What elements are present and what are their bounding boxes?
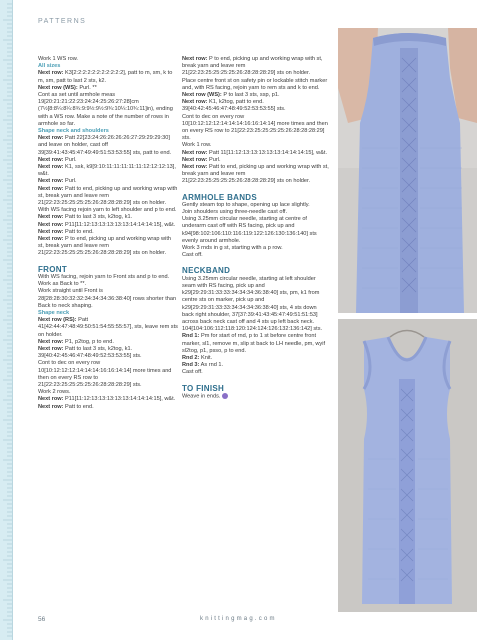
- instruction: Next row (RS): Patt 41[42:44:47:48:49:50:51:54:55:55:57], sts, leave rem sts on holder.: [38, 317, 178, 338]
- section-heading-neckband: NECKBAND: [182, 266, 231, 276]
- instruction: Next row: Purl.: [38, 156, 77, 163]
- text: Work 1 WS row.: [38, 56, 78, 62]
- text: Using 3.25mm circular needle, starting at left shoulder seam with RS facing, pick up and k29[29:29:31:33:33:34:34:34:36:38:40] sts, pm, k1 from centre sts on marker, pick up and k29[29:29:31:33:33:34:34:34:36:38:40] sts, 4 sts down back right shoulder, 37[37:39:41:43:45:47:49:51:51:53] across back neck cast off and 4 sts up left back neck. 104[104:106:112:118:120:124:124:126:132:136:142] sts.: [182, 275, 323, 333]
- yarn-ball-icon: [222, 393, 228, 399]
- text: Cont to dec on every row 10[10:12:12:12:14:14:14:16:16:14:14] more times and then on every RS row to 21[22:23:25:25:25:25:26:28:28:28:29] sts.: [38, 360, 172, 388]
- front-view-photo: [338, 319, 477, 612]
- instruction: Next row: Purl.: [182, 156, 221, 163]
- garment-photos: [338, 28, 477, 612]
- section-heading-to-finish: TO FINISH: [182, 383, 225, 393]
- site-url: knittingmag.com: [200, 616, 277, 622]
- text: Place centre front st on safety pin or lockable stitch marker and, with RS facing, rejoin yarn to rem sts and k to end.: [182, 77, 328, 91]
- text: With WS facing rejoin yarn to left shoulder and p to end.: [38, 207, 177, 214]
- instruction: Rnd 2: Knit.: [182, 354, 213, 361]
- instruction: Next row: Patt 22[23:24:26:26:26:26:27:29:29:29:30] and leave on holder, cast off 39[39:41:43:45:47:49:49:51:53:53:55] sts, patt to end.: [38, 135, 172, 156]
- section-heading-armhole-bands: ARMHOLE BANDS: [182, 192, 258, 202]
- subheading: Shape neck and shoulders: [38, 128, 109, 135]
- instruction: Next row: Patt to end, picking up and working wrap with st, break yarn and leave rem 21[22:23:25:25:25:25:26:28:28:28:29] sts on holder.: [182, 164, 329, 185]
- section-tag: PATTERNS: [38, 18, 87, 25]
- instruction: Next row: Patt to last 3 sts, k2tog, k1.: [38, 214, 133, 221]
- back-view-photo: [338, 28, 477, 313]
- subheading: All sizes: [38, 63, 61, 70]
- text: Work straight until Front is 28[28:28:30:32:32:34:34:34:36:38:40] rows shorter than Back to neck shaping.: [38, 288, 177, 309]
- page-edge-ruler: [0, 0, 13, 640]
- text: Cast off.: [182, 252, 203, 259]
- instruction: Rnd 3: As rnd 1.: [182, 362, 224, 369]
- page-number: 56: [38, 616, 46, 623]
- instruction: Next row: P11[11:12:13:13:13:13:13:14:14:14:15], w&t.: [38, 221, 176, 228]
- text: Work 1 row.: [182, 142, 212, 149]
- instruction: Next row: Patt to last 3 sts, k2tog, k1. 39[40:42:45:46:47:48:49:52:53:53:55] sts.: [38, 345, 142, 360]
- text: Cont as set until armhole meas 19[20:21:21:22:23:24:24:25:26:27:28]cm (7½[8:8¼:8¼:8¾:9:9½:9½:9¾:10¼:10¾:11]in), ending with a WS row. Make a note of the number of rows in armhole so far.: [38, 92, 173, 127]
- middle-column: [182, 56, 330, 400]
- text: Work as Back to **.: [38, 281, 87, 288]
- instruction: Next row: Purl.: [38, 178, 77, 185]
- instruction: Next row: P to end, picking up and working wrap with st, break yarn and leave rem 21[22:23:25:25:25:25:26:28:28:28:29] sts on holder.: [38, 236, 171, 257]
- instruction: Next row: K1, k2tog, patt to end. 39[40:42:45:46:47:48:49:52:53:53:55] sts.: [182, 99, 286, 113]
- instruction: Next row: K1, ssk, k9[9:10:11:11:11:11:11:12:12:12:13], w&t.: [38, 164, 176, 178]
- text: Work 2 rows.: [38, 389, 71, 396]
- text: Weave in ends.: [182, 393, 330, 401]
- instruction: Next row: Patt to end, picking up and working wrap with st, break yarn and leave rem 21[22:23:25:25:25:25:26:28:28:28:29] sts on holder.: [38, 185, 178, 207]
- instruction: Rnd 1: Pm for start of rnd, p to 1 st before centre front marker, sl1, remove m, slip st back to LH needle, pm, wyif sl2tog, p1, psso, p to end.: [182, 333, 326, 354]
- instruction: Next row: Patt to end.: [38, 228, 94, 235]
- instruction: Next row: P11[11:12:13:13:13:13:13:14:14:14:15], w&t.: [38, 396, 176, 403]
- instruction: Next row: Patt to end.: [38, 403, 94, 410]
- text: Cont to dec on every row 10[10:12:12:12:14:14:14:16:16:14:14] more times and then on every RS row to 21[22:23:25:25:25:25:26:28:28:28:29] sts.: [182, 113, 328, 142]
- text: With WS facing, rejoin yarn to Front sts and p to end.: [38, 273, 170, 280]
- instruction: Next row: P1, p2tog, p to end.: [38, 338, 114, 345]
- instruction: Next row: P to end, picking up and working wrap with st, break yarn and leave rem 21[22:23:25:25:25:25:26:28:28:28:29] sts on holder.: [182, 56, 323, 77]
- text: Work 3 rnds in g st, starting with a p row.: [182, 245, 283, 252]
- left-column: [38, 56, 178, 411]
- instruction: Next row (WS): Purl. **: [38, 84, 97, 91]
- text: Join shoulders using three-needle cast off.: [182, 209, 288, 216]
- instruction: Next row: Patt 11[11:12:13:13:13:13:13:14:14:14:15], w&t.: [182, 149, 328, 156]
- text: Gently steam top to shape, opening up lace slightly.: [182, 201, 310, 208]
- text: Using 3.25mm circular needle, starting at centre of underarm cast off with RS facing, pick up and k94[98:102:106:110:116:119:122:126:130:136:140] sts evenly around armhole.: [182, 216, 317, 244]
- text: Cast off.: [182, 369, 203, 376]
- subheading: Shape neck: [38, 309, 70, 316]
- section-heading-front: FRONT: [38, 264, 68, 274]
- instruction: Next row: K3[2:2:2:2:2:2:2:2:2:2:2], patt to m, sm, k to m, sm, patt to last 2 sts, k2.: [38, 70, 173, 84]
- instruction: Next row (WS): P to last 3 sts, ssp, p1.: [182, 92, 280, 99]
